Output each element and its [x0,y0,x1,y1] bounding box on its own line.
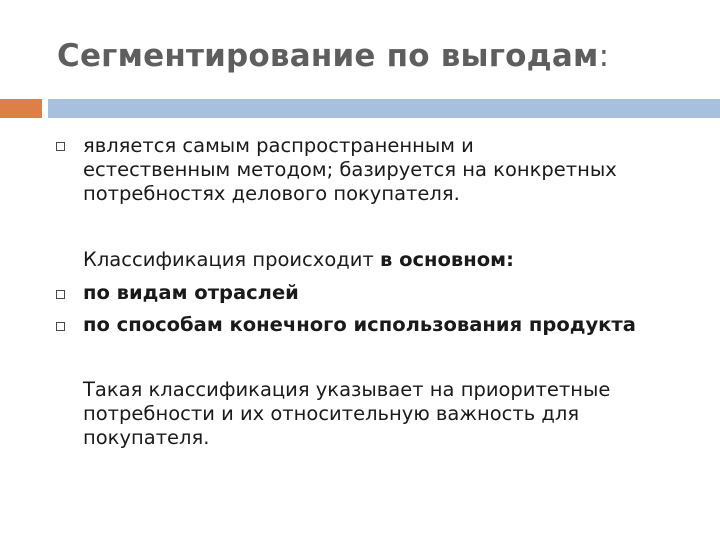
square-bullet-icon [56,290,65,299]
slide-title [57,38,609,74]
classification-intro [83,248,514,271]
square-bullet-icon [56,142,65,151]
paragraph-1-line-2: естественным методом; базируется на конкретных [83,158,617,181]
accent-bar-blue [48,99,720,118]
paragraph-3-line-2: потребности и их относительную важность для [83,402,580,425]
title-text: Сегментирование по выгодам [57,38,599,74]
paragraph-3-line-1: Такая классификация указывает на приоритетные [83,378,611,401]
accent-bar-orange [0,99,42,118]
classification-item-1: по видам отраслей [83,281,299,304]
paragraph-1-line-3: потребностях делового покупателя. [83,182,460,205]
classification-item-2: по способам конечного использования продукта [83,313,636,336]
square-bullet-icon [56,322,65,331]
paragraph-1-line-1: является самым распространенным и [83,134,474,157]
classification-intro-normal: Классификация происходит [83,248,380,271]
title-colon: : [598,38,610,74]
classification-intro-bold: в основном: [379,248,514,271]
paragraph-3-line-3: покупателя. [83,426,210,449]
